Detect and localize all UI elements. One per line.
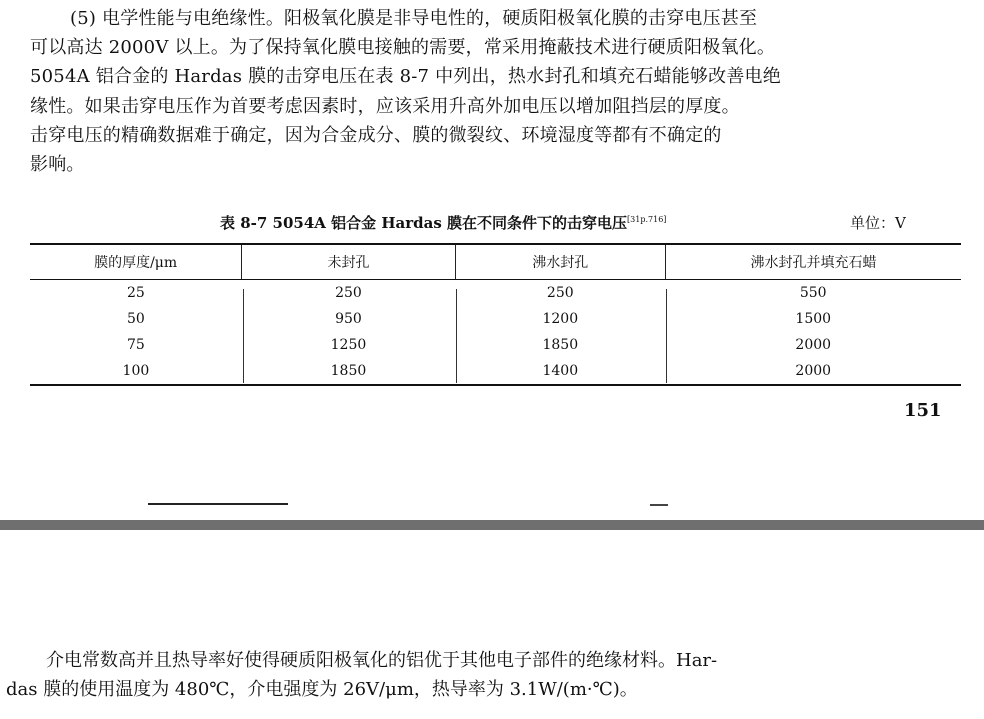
paragraph-dielectric xyxy=(6,646,966,704)
table-cell: 1200 xyxy=(542,311,579,327)
table-cell: 250 xyxy=(335,285,362,301)
header-sealed-with-wax: 沸水封孔并填充石蜡 xyxy=(665,244,961,280)
table-cell: 100 xyxy=(122,363,150,379)
table-cell: 250 xyxy=(546,285,574,301)
table-column-divider xyxy=(666,289,667,383)
table-column-divider xyxy=(456,289,457,383)
text-line: 介电常数高并且热导率好使得硬质阳极氧化的铝优于其他电子部件的绝缘材料。Har- xyxy=(46,650,718,671)
table-header-row xyxy=(30,244,961,280)
page-divider xyxy=(0,520,984,530)
table-cell: 950 xyxy=(335,311,362,327)
breakdown-voltage-table xyxy=(30,243,961,386)
table-cell: 550 xyxy=(799,285,827,301)
table-caption-reference: [31p.716] xyxy=(627,215,667,224)
table-row xyxy=(30,280,961,307)
table-caption xyxy=(220,212,940,233)
table-cell: 25 xyxy=(126,285,145,301)
table-unit: 单位：V xyxy=(850,214,906,232)
table-caption-text: 表 8-7 5054A 铝合金 Hardas 膜在不同条件下的击穿电压 xyxy=(220,214,628,232)
text-line: 5054A 铝合金的 Hardas 膜的击穿电压在表 8-7 中列出，热水封孔和填充石蜡能够改善电绝 xyxy=(30,66,781,88)
table-cell: 1500 xyxy=(795,311,832,327)
table-cell: 1850 xyxy=(330,363,367,379)
text-line: 可以高达 2000V 以上。为了保持氧化膜电接触的需要，常采用掩蔽技术进行硬质阳极氧化。 xyxy=(30,37,776,59)
text-line: 影响。 xyxy=(30,154,85,176)
table-cell: 1850 xyxy=(542,337,579,353)
text-line: das 膜的使用温度为 480℃，介电强度为 26V/μm，热导率为 3.1W/(m·℃)。 xyxy=(6,679,638,700)
page-number: 151 xyxy=(904,400,942,421)
header-unsealed: 未封孔 xyxy=(242,244,455,280)
table-cell: 1400 xyxy=(542,363,579,379)
scan-artifact xyxy=(650,504,668,506)
header-boiling-water-sealed: 沸水封孔 xyxy=(455,244,665,280)
paragraph-electrical-properties xyxy=(30,4,960,179)
table-cell: 2000 xyxy=(795,363,832,379)
table-row xyxy=(30,306,961,332)
text-line: (5) 电学性能与电绝缘性。阳极氧化膜是非导电性的，硬质阳极氧化膜的击穿电压甚至 xyxy=(70,8,758,29)
table-cell: 2000 xyxy=(795,337,832,353)
table-cell: 75 xyxy=(126,337,145,353)
header-thickness: 膜的厚度/μm xyxy=(30,244,242,280)
text-line: 击穿电压的精确数据难于确定，因为合金成分、膜的微裂纹、环境湿度等都有不确定的 xyxy=(30,124,722,146)
table-cell: 50 xyxy=(126,311,145,327)
table-column-divider xyxy=(243,289,244,383)
table-row xyxy=(30,358,961,385)
table-row xyxy=(30,332,961,358)
scan-artifact xyxy=(148,503,288,505)
table-cell: 1250 xyxy=(330,337,367,353)
text-line: 缘性。如果击穿电压作为首要考虑因素时，应该采用升高外加电压以增加阻挡层的厚度。 xyxy=(30,95,740,117)
